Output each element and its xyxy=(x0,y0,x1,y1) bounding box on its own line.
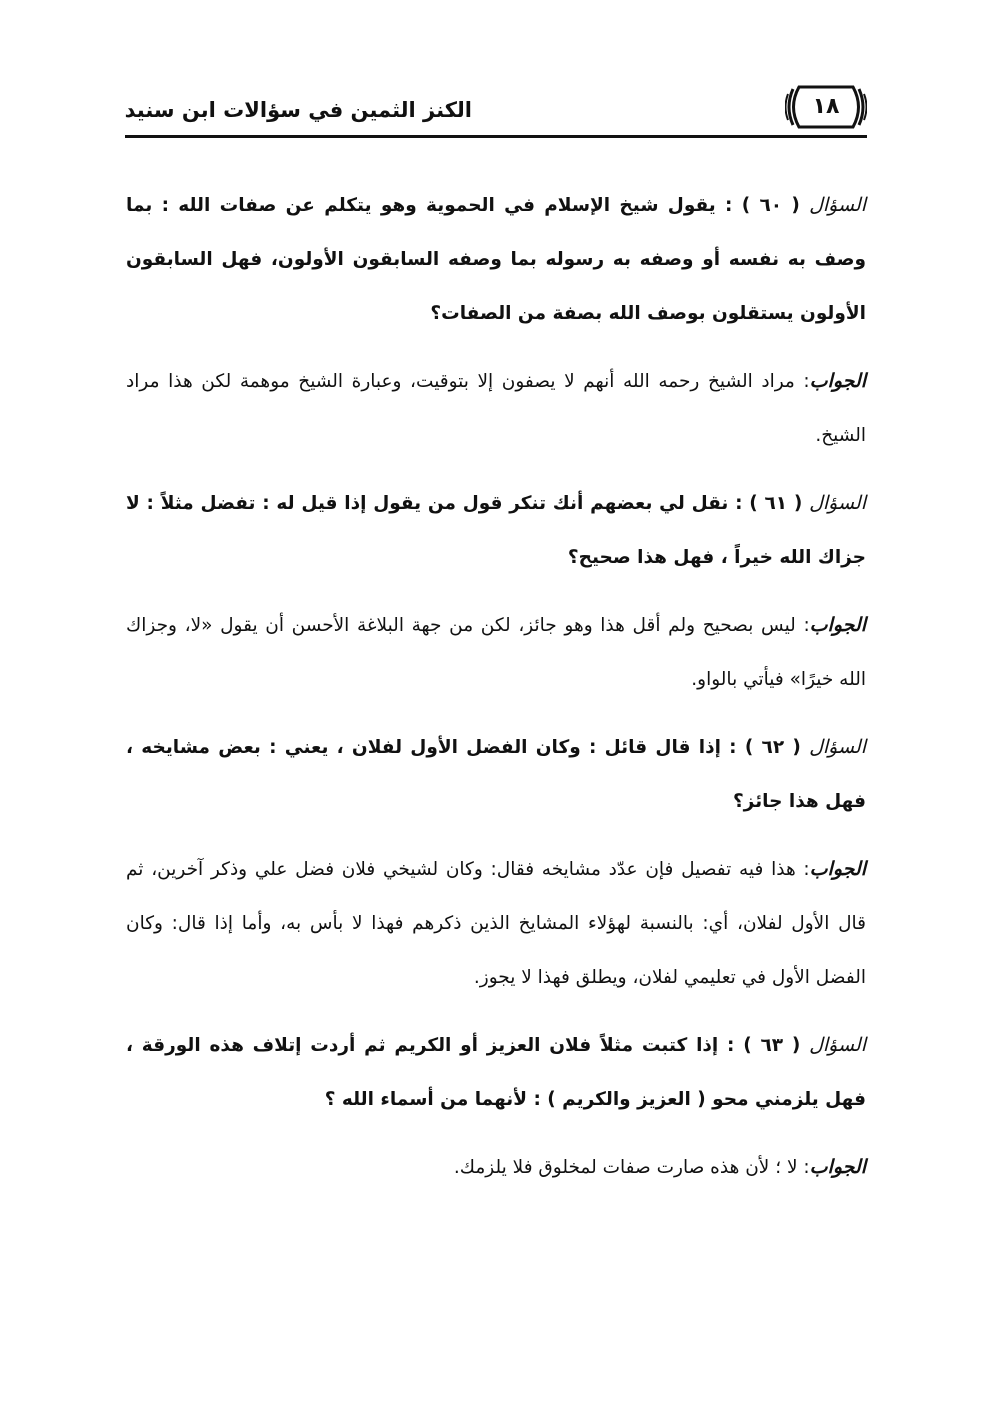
answer-label: الجواب xyxy=(809,1156,866,1178)
question-paragraph xyxy=(126,178,866,341)
answer-text: : مراد الشيخ رحمه الله أنهم لا يصفون إلا بتوقيت، وعبارة الشيخ موهمة لكن هذا مراد الشيخ. xyxy=(126,371,866,446)
answer-paragraph xyxy=(126,1140,866,1195)
answer-paragraph xyxy=(126,354,866,463)
question-label: السؤال xyxy=(809,492,866,514)
answer-label: الجواب xyxy=(809,370,866,392)
page-number-badge xyxy=(785,84,867,130)
question-paragraph xyxy=(126,720,866,829)
answer-paragraph xyxy=(126,598,866,707)
answer-text: : لا ؛ لأن هذه صارت صفات لمخلوق فلا يلزمك. xyxy=(453,1157,810,1178)
question-text: ( ٦٣ ) : إذا كتبت مثلاً فلان العزيز أو الكريم ثم أردت إتلاف هذه الورقة ، فهل يلزمني محو ( العزيز والكريم ) : لأنهما من أسماء الله ؟ xyxy=(126,1035,866,1110)
question-text: ( ٦٠ ) : يقول شيخ الإسلام في الحموية وهو يتكلم عن صفات الله : بما وصف به نفسه أو وصفه به رسوله بما وصفه السابقون الأولون، فهل السابقون الأولون يستقلون بوصف الله بصفة من الصفات؟ xyxy=(126,195,866,324)
question-label: السؤال xyxy=(809,194,866,216)
question-label: السؤال xyxy=(809,736,866,758)
question-label: السؤال xyxy=(809,1034,866,1056)
answer-text: : هذا فيه تفصيل فإن عدّد مشايخه فقال: وكان لشيخي فلان فضل علي وذكر آخرين، ثم قال الأول لفلان، أي: بالنسبة لهؤلاء المشايخ الذين ذكرهم فهذا لا بأس به، وأما إذا قال: وكان الفضل الأول في تعليمي لفلان، ويطلق فهذا لا يجوز. xyxy=(126,859,866,988)
header-divider xyxy=(125,135,867,138)
question-text: ( ٦١ ) : نقل لي بعضهم أنك تنكر قول من يقول إذا قيل له : تفضل مثلاً : لا جزاك الله خيراً ، فهل هذا صحيح؟ xyxy=(126,493,866,568)
page-header xyxy=(125,72,867,142)
page-number: ١٨ xyxy=(812,94,840,119)
question-text: ( ٦٢ ) : إذا قال قائل : وكان الفضل الأول لفلان ، يعني : بعض مشايخه ، فهل هذا جائز؟ xyxy=(126,737,866,812)
answer-label: الجواب xyxy=(809,614,866,636)
answer-label: الجواب xyxy=(809,858,866,880)
question-paragraph xyxy=(126,476,866,585)
running-header-title: الكنز الثمين في سؤالات ابن سنيد xyxy=(124,98,472,122)
question-paragraph xyxy=(126,1018,866,1127)
main-content xyxy=(126,178,866,1195)
answer-text: : ليس بصحيح ولم أقل هذا وهو جائز، لكن من جهة البلاغة الأحسن أن يقول «لا، وجزاك الله خيرًا» فيأتي بالواو. xyxy=(126,615,866,690)
answer-paragraph xyxy=(126,842,866,1005)
